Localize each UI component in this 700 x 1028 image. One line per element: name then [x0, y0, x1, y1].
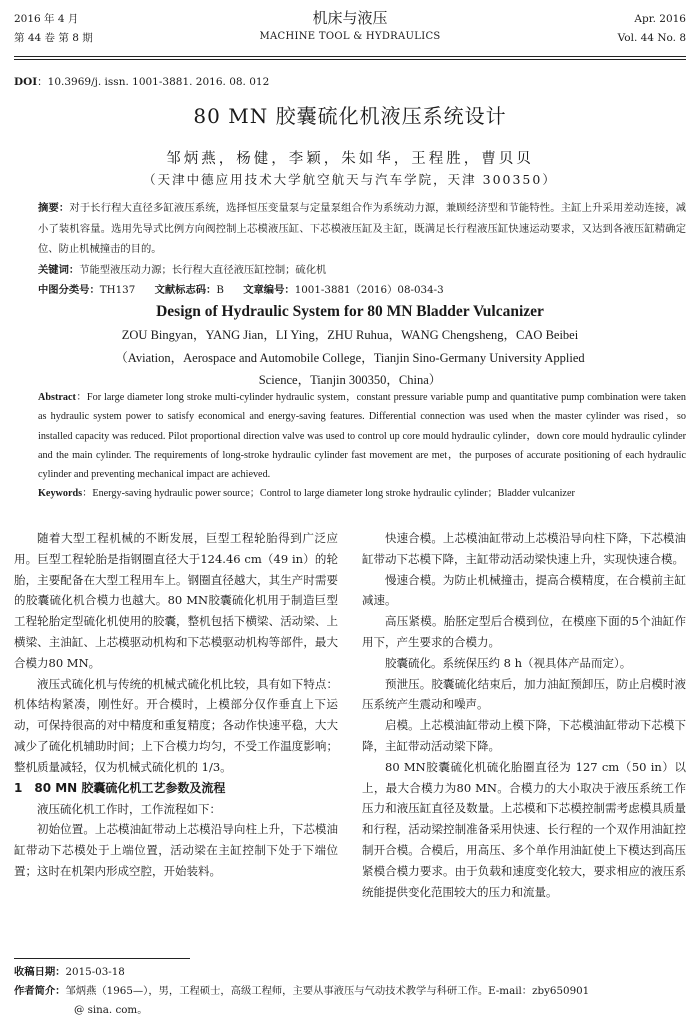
author-bio-text: 邹炳燕（1965—），男，工程硕士，高级工程师，主要从事液压与气动技术教学与科研工作。E-mail：zby650901 — [65, 985, 590, 997]
keywords-en-text: ：Energy-saving hydraulic power source；Control to large diameter long stroke hydraulic cylinder；Bladder vulcanizer — [82, 488, 575, 500]
body-paragraph: 慢速合模。为防止机械撞击，提高合模精度，在合模前主缸减速。 — [362, 572, 686, 608]
received-label: 收稿日期： — [14, 966, 66, 978]
header-volume-en: Vol. 44 No. 8 — [617, 32, 686, 44]
body-paragraph: 初始位置。上芯模油缸带动上芯模沿导向柱上升，下芯模油缸带动下芯模处于上端位置，活动梁在主缸控制下处于下端位置；这时在机架内形成空腔，开始装料。 — [14, 822, 338, 878]
abstract-zh-text: 对于长行程大直径多缸液压系统，选择恒压变量泵与定量泵组合作为系统动力源，兼顾经济型和节能特性。主缸上升采用差动连接，减小了装机容量。选用先导式比例方向阀控制上芯模液压缸、下芯模液压缸及主缸，既满足长行程液压缸快速运动要求，又达到各液压缸精确定位、防止机械撞击的目的。 — [38, 202, 687, 255]
keywords-en — [14, 484, 686, 503]
body-paragraph: 液压硫化机工作时，工作流程如下： — [37, 801, 221, 816]
abstract-en — [14, 388, 686, 484]
doi-value: ：10.3969/j. issn. 1001-3881. 2016. 08. 012 — [37, 76, 270, 88]
clc-label: 中图分类号： — [38, 284, 100, 296]
keywords-zh-text: 节能型液压动力源；长行程大直径液压缸控制；硫化机 — [79, 263, 327, 276]
doi-line — [14, 74, 269, 89]
body-paragraph: 随着大型工程机械的不断发展，巨型工程轮胎得到广泛应用。巨型工程轮胎是指钢圈直径大于124.46 cm（49 in）的轮胎，主要配备在大型工程用车上。钢圈直径越大，其生产时需要的胶囊硫化机合模力也越大。80 MN胶囊硫化机用于制造巨型工程轮胎定型硫化机使用的胶囊，整机包括下横梁、活动梁、上横梁、主油缸、上芯模驱动机构和下芯模驱动机构等部件，最大合模力80 MN。 — [14, 531, 338, 670]
body-paragraph: 80 MN胶囊硫化机硫化胎圈直径为 127 cm（50 in）以上，最大合模力为80 MN。合模力的大小取决于液压系统工作压力和液压缸直径及数量。上芯模和下芯模控制需考虑模具质量和行程，活动梁控制准备采用快速、长行程的一个双作用油缸控制开合模。合模后，用高压、多个单作用油缸使上下模达到高压紧模合模力要求。由于负载和速度变化较大，要求相应的液压系统能提供变化范围较大的压力和流量。 — [362, 759, 686, 899]
affiliation-en — [0, 347, 700, 391]
abstract-en-label: Abstract — [38, 392, 76, 403]
affiliation-en-line-2: Science，Tianjin 300350，China） — [258, 373, 442, 387]
header-volume-zh: 第 44 卷 第 8 期 — [14, 32, 93, 44]
keywords-zh — [14, 260, 686, 281]
keywords-en-label: Keywords — [38, 488, 83, 500]
abstract-en-text: ：For large diameter long stroke multi-cylinder hydraulic system，constant pressure variable pump and quantitative pump combination were taken as hydraulic system power to satisfy economical and energy-saving features. Differential connection was used when the master cylinder was rised，so installed capacity was reduced. Pilot proportional direction valve was used to control up core mould hydraulic cylinder，down core mould hydraulic cylinder and the main cylinder. The requirements of long-stroke hydraulic cylinder fast movement are met，the purposes of accurate positioning of each hydraulic cylinder and preventing mechanical impact are achieved. — [38, 392, 686, 481]
section-heading-1: 1 80 MN 胶囊硫化机工艺参数及流程 — [14, 780, 226, 795]
article-number-value: 1001-3881（2016）08-034-3 — [294, 284, 444, 296]
article-title-zh: 80 MN 胶囊硫化机液压系统设计 — [193, 104, 507, 128]
affiliation-en-line-1: （Aviation，Aerospace and Automobile College，Tianjin Sino-Germany University Applied — [115, 351, 585, 365]
author-bio-continued: @ sina. com。 — [74, 1004, 148, 1016]
body-paragraph: 启模。上芯模油缸带动上模下降，下芯模油缸带动下芯模下降，主缸带动活动梁下降。 — [362, 718, 686, 753]
journal-name-zh: 机床与液压 — [312, 9, 388, 27]
abstract-zh — [14, 198, 686, 260]
header-date-zh: 2016 年 4 月 — [14, 13, 79, 25]
received-value: 2015-03-18 — [65, 966, 125, 978]
footnote — [14, 963, 686, 1020]
article-number-label: 文章编号： — [243, 284, 295, 296]
article-title-en: Design of Hydraulic System for 80 MN Bladder Vulcanizer — [156, 303, 544, 320]
abstract-zh-block — [14, 198, 686, 301]
authors-zh: 邹炳燕，杨健，李颖，朱如华，王程胜，曹贝贝 — [166, 151, 534, 167]
body-paragraph: 高压紧模。胎胚定型后合模到位，在模座下面的5个油缸作用下，产生要求的合模力。 — [362, 614, 686, 649]
received-date — [14, 963, 686, 982]
abstract-en-block — [14, 388, 686, 504]
body-paragraph: 液压式硫化机与传统的机械式硫化机比较，具有如下特点：机体结构紧凑，刚性好。开合模时，上模部分仅作垂直上下运动，可保持很高的对中精度和重复精度；各动作快速平稳，大大减少了硫化机辅助时间；上下合模力均匀，不受工作温度影响；整机质量减轻，仅为机械式硫化机的 1/3。 — [14, 676, 338, 774]
author-bio — [14, 982, 686, 1001]
header-rule-thin — [14, 59, 686, 60]
affiliation-zh: （天津中德应用技术大学航空航天与汽车学院，天津 300350） — [143, 172, 557, 187]
journal-name-en: MACHINE TOOL & HYDRAULICS — [259, 31, 441, 42]
header-right — [618, 10, 686, 48]
doi-label: DOI — [14, 76, 38, 88]
body-column-left — [14, 528, 338, 882]
doc-code-label: 文献标志码： — [154, 284, 217, 296]
author-bio-label: 作者简介： — [14, 985, 66, 997]
keywords-zh-label: 关键词： — [38, 263, 80, 276]
authors-en: ZOU Bingyan，YANG Jian，LI Ying，ZHU Ruhua，WANG Chengsheng，CAO Beibei — [121, 328, 579, 342]
body-paragraph: 预泄压。胶囊硫化结束后，加力油缸预卸压，防止启模时液压系统产生震动和噪声。 — [362, 676, 686, 712]
clc-value: TH137 — [99, 284, 136, 296]
body-column-right — [362, 528, 686, 902]
classification-line — [14, 280, 686, 301]
doc-code-value: B — [216, 284, 224, 296]
header-center — [0, 8, 700, 46]
abstract-zh-label: 摘要： — [38, 202, 70, 214]
footnote-rule — [14, 958, 190, 959]
body-paragraph: 胶囊硫化。系统保压约 8 h（视具体产品而定）。 — [385, 655, 632, 670]
header-date-en: Apr. 2016 — [634, 13, 686, 25]
header-rule-thick — [14, 56, 686, 57]
body-paragraph: 快速合模。上芯模油缸带动上芯模沿导向柱下降，下芯模油缸带动下芯模下降，主缸带动活动梁快速上升，实现快速合模。 — [362, 531, 686, 566]
